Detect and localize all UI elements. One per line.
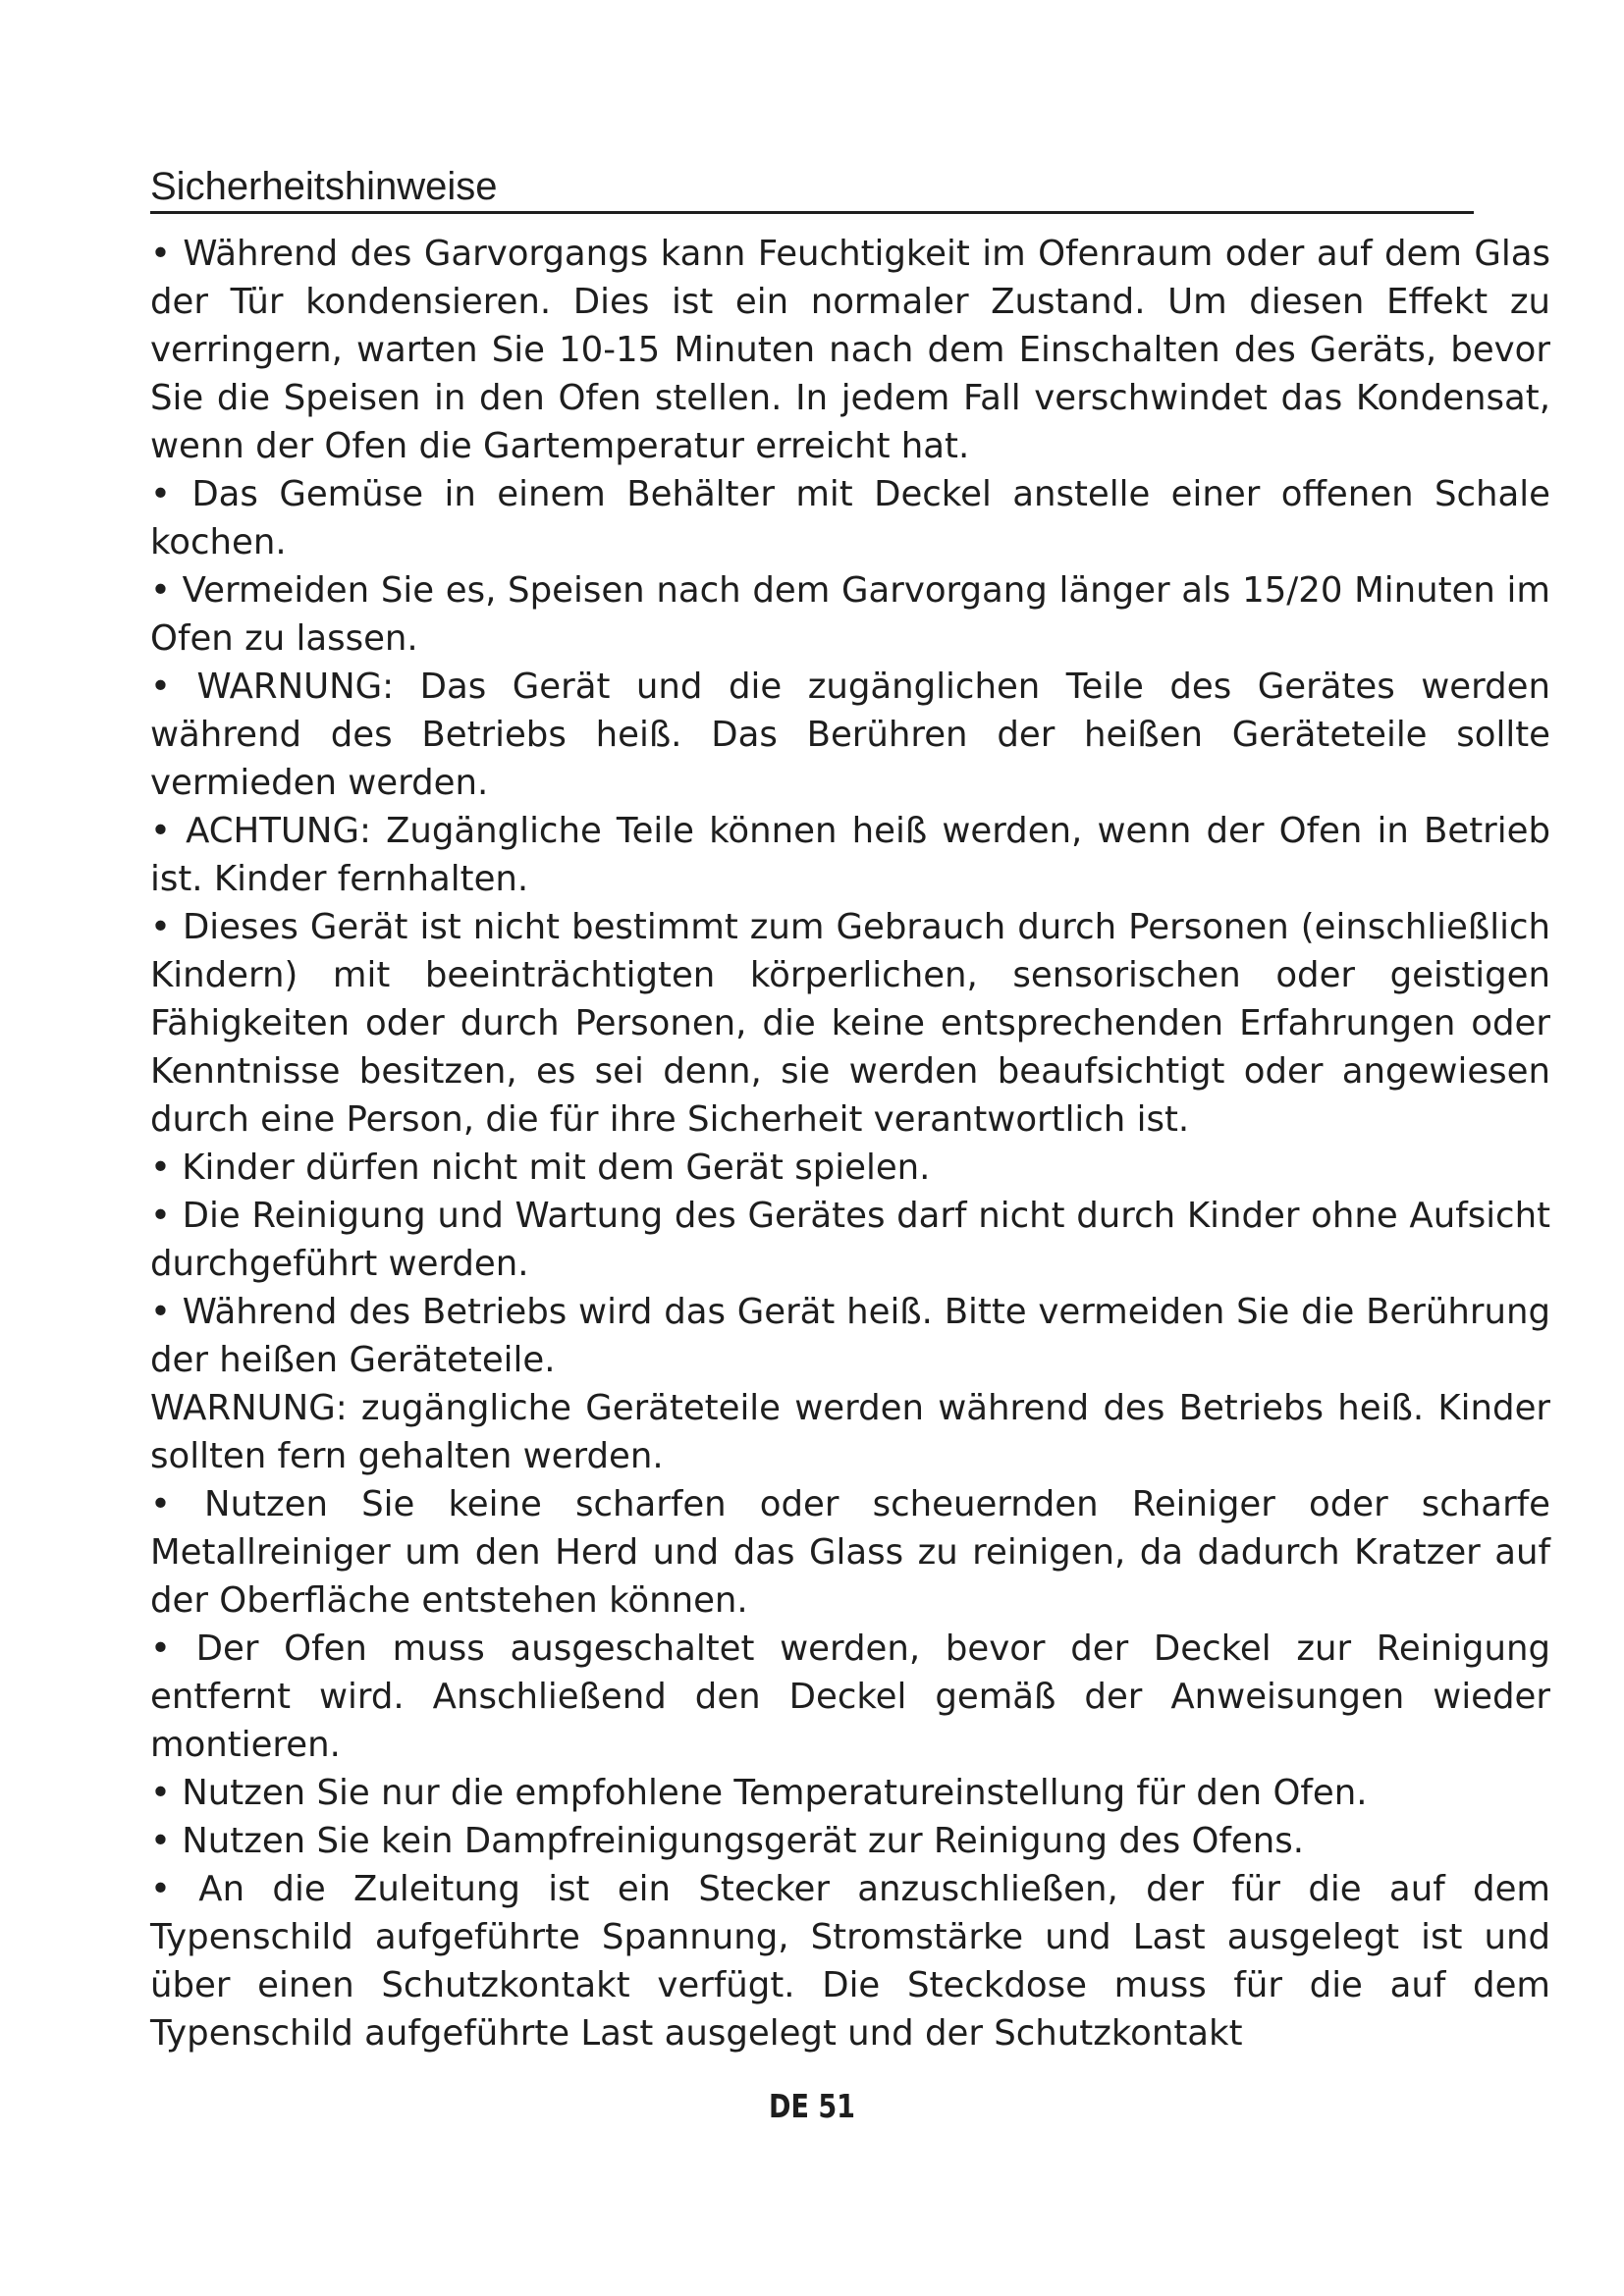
- safety-instructions-body: [150, 230, 1550, 2057]
- page-number: DE 51: [768, 2087, 856, 2125]
- paragraph-caution-children: • ACHTUNG: Zugängliche Teile können heiß werden, wenn der Ofen in Betrieb ist. Kinder fernhalten.: [150, 811, 1550, 899]
- paragraph-warning-hot-parts: • WARNUNG: Das Gerät und die zugänglichen Teile des Gerätes werden während des Betriebs heiß. Das Berühren der heißen Geräteteile sollte vermieden werden.: [150, 667, 1550, 803]
- paragraph-restricted-persons: • Dieses Gerät ist nicht bestimmt zum Gebrauch durch Personen (einschließlich Kindern) mit beeinträchtigten körperlichen, sensorischen oder geistigen Fähigkeiten oder durch Personen, die keine entsprechenden Erfahrungen oder Kenntnisse besitzen, es sei denn, sie werden beaufsichtigt oder angewiesen durch eine Person, die für ihre Sicherheit verantwortlich ist.: [150, 907, 1550, 1140]
- paragraph-device-hot: • Während des Betriebs wird das Gerät heiß. Bitte vermeiden Sie die Berührung der heißen Geräteteile.: [150, 1292, 1550, 1380]
- paragraph-no-abrasive-cleaners: • Nutzen Sie keine scharfen oder scheuernden Reiniger oder scharfe Metallreiniger um den Herd und das Glass zu reinigen, da dadurch Kratzer auf der Oberfläche entstehen können.: [150, 1484, 1550, 1621]
- paragraph-switch-off-before-cleaning: • Der Ofen muss ausgeschaltet werden, bevor der Deckel zur Reinigung entfernt wird. Anschließend den Deckel gemäß der Anweisungen wieder montieren.: [150, 1629, 1550, 1765]
- paragraph-plug-requirements: • An die Zuleitung ist ein Stecker anzuschließen, der für die auf dem Typenschild aufgeführte Spannung, Stromstärke und Last ausgelegt ist und über einen Schutzkontakt verfügt. Die Steckdose muss für die auf dem Typenschild aufgeführte Last ausgelegt und der Schutzkontakt: [150, 1869, 1550, 2054]
- paragraph-recommended-temperature: • Nutzen Sie nur die empfohlene Temperatureinstellung für den Ofen.: [150, 1773, 1368, 1813]
- paragraph-food-after-cooking: • Vermeiden Sie es, Speisen nach dem Garvorgang länger als 15/20 Minuten im Ofen zu lassen.: [150, 570, 1550, 659]
- paragraph-no-steam-cleaner: • Nutzen Sie kein Dampfreinigungsgerät zur Reinigung des Ofens.: [150, 1821, 1305, 1861]
- paragraph-warning-keep-children-away: WARNUNG: zugängliche Geräteteile werden während des Betriebs heiß. Kinder sollten fern gehalten werden.: [150, 1388, 1550, 1476]
- paragraph-children-play: • Kinder dürfen nicht mit dem Gerät spielen.: [150, 1148, 931, 1188]
- paragraph-vegetables: • Das Gemüse in einem Behälter mit Deckel anstelle einer offenen Schale kochen.: [150, 474, 1550, 562]
- paragraph-condensation: • Während des Garvorgangs kann Feuchtigkeit im Ofenraum oder auf dem Glas der Tür kondensieren. Dies ist ein normaler Zustand. Um diesen Effekt zu verringern, warten Sie 10-15 Minuten nach dem Einschalten des Geräts, bevor Sie die Speisen in den Ofen stellen. In jedem Fall verschwindet das Kondensat, wenn der Ofen die Gartemperatur erreicht hat.: [150, 234, 1550, 466]
- paragraph-cleaning-supervision: • Die Reinigung und Wartung des Gerätes darf nicht durch Kinder ohne Aufsicht durchgeführt werden.: [150, 1196, 1550, 1284]
- section-heading: Sicherheitshinweise: [150, 163, 1474, 214]
